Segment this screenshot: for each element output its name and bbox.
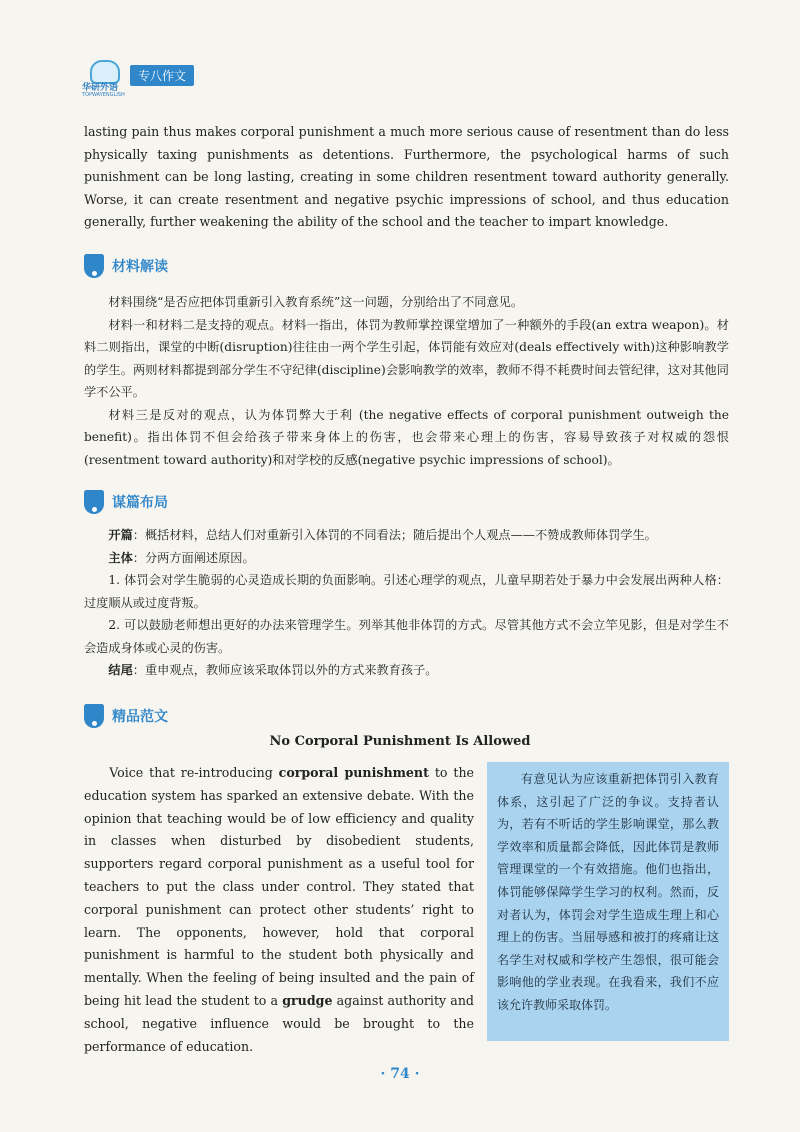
bookmark-icon — [84, 490, 104, 514]
section-title: 精品范文 — [112, 709, 168, 725]
section-sample-heading — [84, 704, 168, 728]
layout-opening — [84, 524, 729, 547]
essay-text: to the education system has sparked an extensive debate. With the opinion that teaching would be of low efficiency and quality in classes when disturbed by disobedient students, supporters regard corporal punishment as a useful tool for teachers to put the class under control. They stated that corporal punishment can protect other students’ right to learn. The opponents, however, hold that corporal punishment is harmful to the student both physically and mentally. When the feeling of being insulted and the pain of being hit lead the student to a — [84, 765, 475, 1008]
analysis-paragraph: 材料三是反对的观点，认为体罚弊大于利 (the negative effects of corporal punishment outweigh the benefit)。指出体罚不但会给孩子带来身体上的伤害，也会带来心理上的伤害，容易导致孩子对权威的怨恨(resentment toward authority)和对学校的反感(negative psychic impressions of school)。 — [84, 407, 729, 467]
translation-box — [487, 762, 729, 1041]
ending-text: ：重申观点，教师应该采取体罚以外的方式来教育孩子。 — [132, 663, 438, 677]
essay-body — [84, 762, 474, 1058]
essay-keyword: corporal punishment — [278, 765, 429, 780]
bookmark-icon — [84, 704, 104, 728]
translation-text: 有意见认为应该重新把体罚引入教育体系，这引起了广泛的争议。支持者认为，若有不听话的学生影响课堂，那么教学效率和质量都会降低，因此体罚是教师管理课堂的一个有效措施。他们也指出，体罚能够保障学生学习的权利。然而，反对者认为，体罚会对学生造成生理上和心理上的伤害。当屈辱感和被打的疼痛让这名学生对权威和学校产生怨恨，很可能会影响他的学业表现。在我看来，我们不应该允许教师采取体罚。 — [497, 772, 719, 1012]
body-label: 主体 — [108, 550, 133, 565]
category-tag: 专八作文 — [130, 65, 194, 86]
layout-point-1: 1. 体罚会对学生脆弱的心灵造成长期的负面影响。引述心理学的观点，儿童早期若处于暴力中会发展出两种人格：过度顺从或过度背叛。 — [84, 573, 729, 610]
ending-label: 结尾 — [108, 663, 133, 677]
logo-text: 华研外语 — [82, 83, 119, 93]
section-title: 谋篇布局 — [112, 495, 168, 511]
essay-keyword: grudge — [282, 992, 333, 1008]
publisher-logo — [82, 58, 124, 96]
layout-point-2: 2. 可以鼓励老师想出更好的办法来管理学生。列举其他非体罚的方式。尽管其他方式不会立竿见影，但是对学生不会造成身体或心灵的伤害。 — [84, 618, 729, 655]
analysis-text — [84, 291, 729, 471]
body-text: ：分两方面阐述原因。 — [132, 550, 255, 565]
logo-subtext: TOPWAYENGLISH — [82, 92, 125, 98]
analysis-paragraph: 材料一和材料二是支持的观点。材料一指出，体罚为教师掌控课堂增加了一种额外的手段(an extra weapon)。材料二则指出，课堂的中断(disruption)往往由一两个学生引起，体罚能有效应对(deals effectively with)这种影响教学的学生。两则材料都提到部分学生不守纪律(discipline)会影响教学的效率，教师不得不耗费时间去管纪律，这对其他同学不公平。 — [84, 317, 729, 399]
layout-ending — [84, 659, 729, 682]
section-title: 材料解读 — [112, 259, 168, 275]
opening-text: ：概括材料，总结人们对重新引入体罚的不同看法；随后提出个人观点——不赞成教师体罚学生。 — [132, 528, 657, 542]
layout-body — [84, 547, 729, 570]
essay-paragraph — [84, 762, 474, 1058]
page-header — [82, 58, 194, 96]
opening-label: 开篇 — [108, 528, 133, 542]
intro-paragraph: lasting pain thus makes corporal punishment a much more serious cause of resentment than do less physically taxing punishments as detentions. Furthermore, the psychological harms of such punishment can be long lasting, creating in some children resentment toward authority generally. Worse, it can create resentment and negative psychic impressions of school, and thus education generally, further weakening the ability of the school and the teacher to impart knowledge. — [84, 124, 729, 229]
essay-title: No Corporal Punishment Is Allowed — [269, 734, 531, 749]
essay-text: Voice that re-introducing — [109, 765, 279, 780]
section-analysis-heading — [84, 254, 168, 278]
layout-text — [84, 524, 729, 682]
section-layout-heading — [84, 490, 168, 514]
analysis-paragraph: 材料围绕“是否应把体罚重新引入教育系统”这一问题，分别给出了不同意见。 — [108, 295, 524, 309]
bookmark-icon — [84, 254, 104, 278]
page-number: · 74 · — [380, 1066, 420, 1082]
essay-text: against authority and school, negative influence would be brought to the performance of education. — [84, 992, 474, 1054]
